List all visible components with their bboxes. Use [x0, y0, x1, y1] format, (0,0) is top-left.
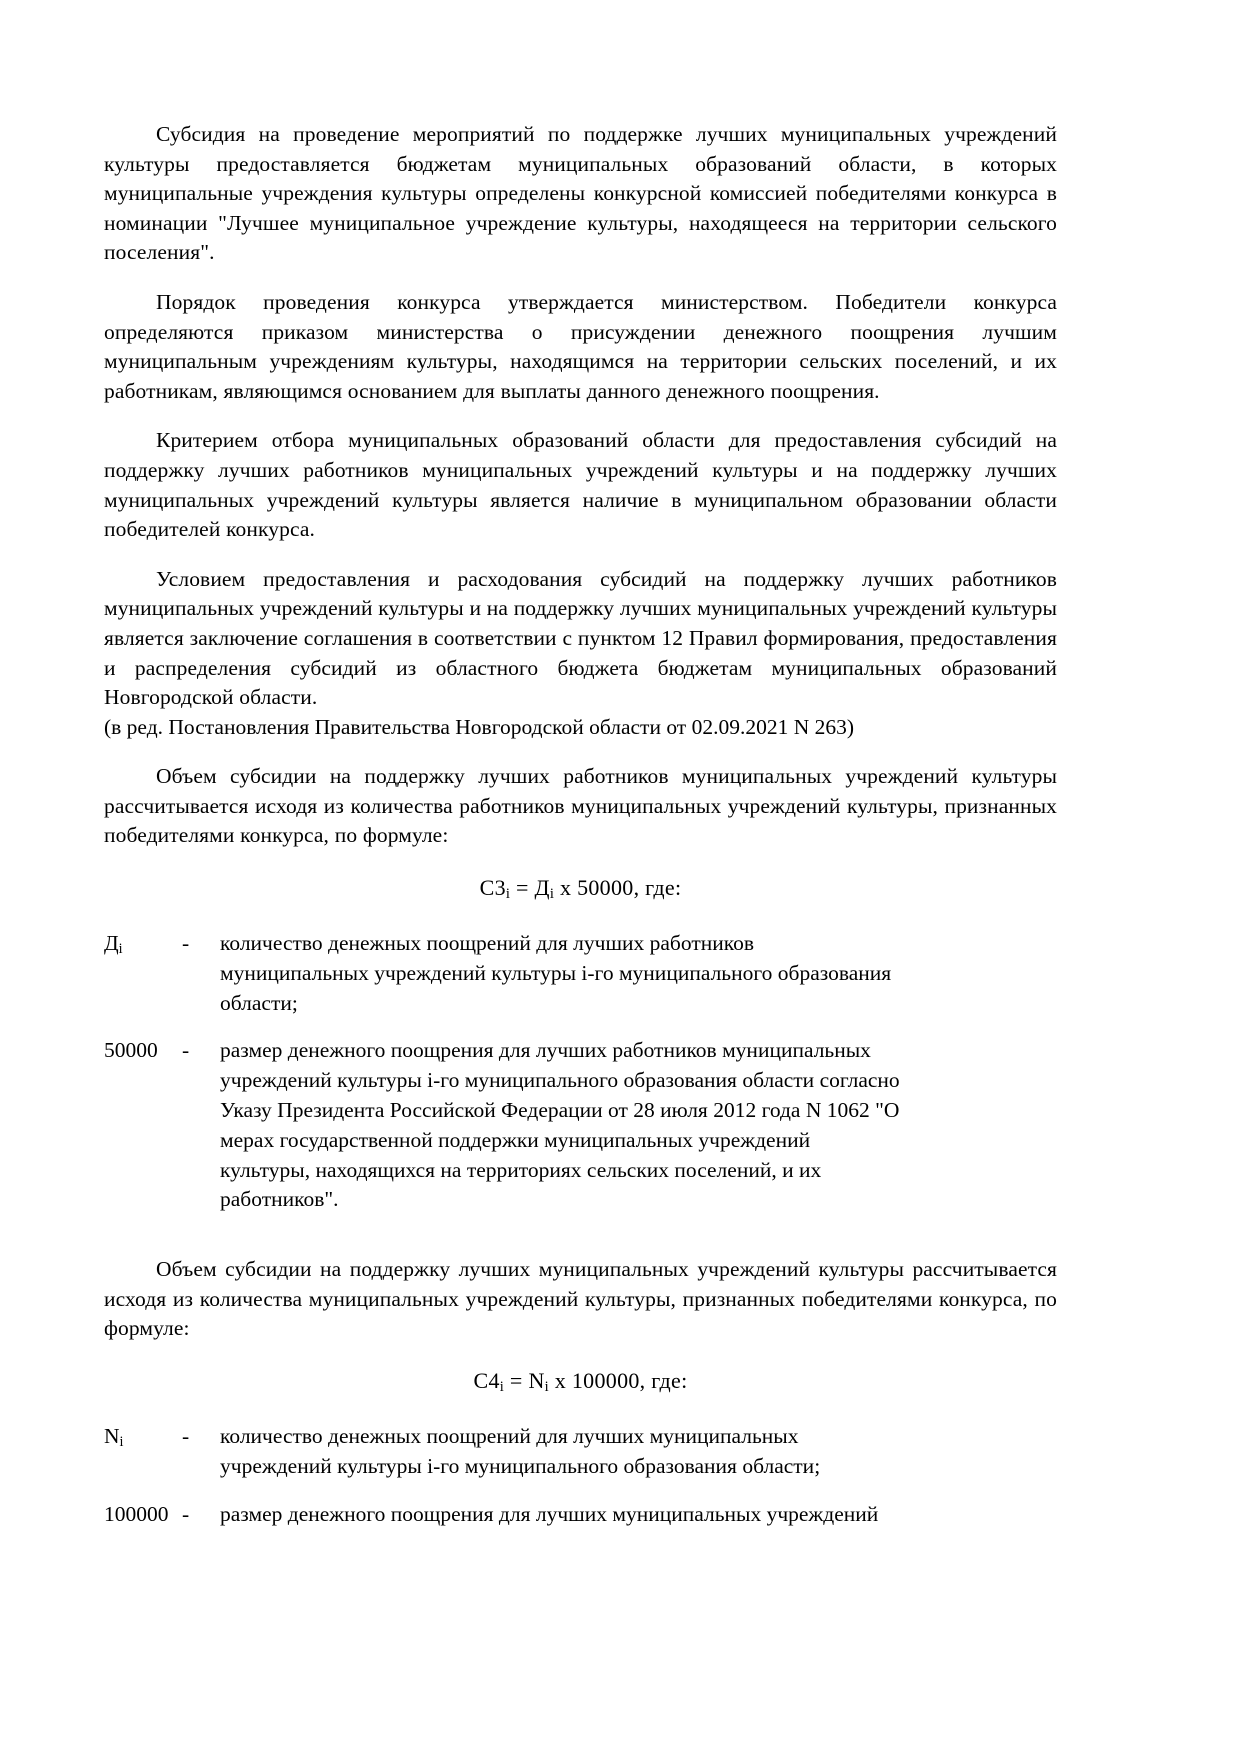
definition-line: области;	[220, 990, 298, 1015]
amendment-note: (в ред. Постановления Правительства Новгородской области от 02.09.2021 N 263)	[104, 714, 855, 739]
definition-line: размер денежного поощрения для лучших работников муниципальных	[220, 1038, 871, 1063]
definition-row-n-i	[104, 1422, 1057, 1482]
paragraph-subsidy-conditions: Условием предоставления и расходования субсидий на поддержку лучших работников муниципальных учреждений культуры и на поддержку лучших муниципальных учреждений культуры является заключение соглашения в соответствии с пунктом 12 Правил формирования, предоставления и распределения субсидий из областного бюджета бюджетам муниципальных образований Новгородской области.	[104, 566, 1057, 710]
paragraph-volume-institutions: Объем субсидии на поддержку лучших муниципальных учреждений культуры рассчитывается исходя из количества муниципальных учреждений культуры, признанных победителями конкурса, по формуле:	[104, 1257, 1057, 1341]
formula-s3	[104, 873, 1057, 903]
paragraph-volume-workers: Объем субсидии на поддержку лучших работников муниципальных учреждений культуры рассчитывается исходя из количества работников муниципальных учреждений культуры, признанных победителями конкурса, по формуле:	[104, 764, 1057, 848]
definition-row-50000	[104, 1036, 1057, 1215]
definition-row-d-i	[104, 929, 1057, 1018]
definition-term-d-i-sub: i	[118, 941, 123, 958]
definition-line: Указу Президента Российской Федерации от 28 июля 2012 года N 1062 "О	[220, 1098, 900, 1123]
definition-dash: -	[182, 1501, 190, 1526]
definition-list-second	[104, 1422, 1057, 1529]
formula-s4-lhs-base: С4	[473, 1368, 500, 1394]
definition-line: мерах государственной поддержки муниципальных учреждений	[220, 1127, 811, 1152]
formula-s3-var-base: Д	[534, 875, 550, 901]
paragraph-subsidy-purpose: Субсидия на проведение мероприятий по поддержке лучших муниципальных учреждений культуры предоставляется бюджетам муниципальных образований области, в которых муниципальные учреждения культуры определены конкурсной комиссией победителями конкурса в номинации "Лучшее муниципальное учреждение культуры, находящееся на территории сельского поселения".	[104, 122, 1057, 265]
definition-term-50000	[104, 1036, 182, 1066]
formula-s4-var-sub: i	[544, 1379, 549, 1396]
definition-line: количество денежных поощрений для лучших муниципальных	[220, 1424, 799, 1449]
definition-line: учреждений культуры i-го муниципального образования области согласно	[220, 1068, 900, 1093]
formula-s3-var-sub: i	[549, 886, 555, 903]
definition-dash: -	[182, 931, 190, 956]
formula-s4-rhs: x 100000, где:	[548, 1368, 688, 1394]
definition-line: муниципальных учреждений культуры i-го муниципального образования	[220, 960, 892, 985]
formula-s4-lhs-sub: i	[499, 1379, 505, 1396]
definition-term-d-i	[104, 929, 182, 959]
formula-s4-equals: =	[504, 1368, 529, 1394]
definition-term-100000	[104, 1500, 182, 1530]
paragraph-contest-procedure: Порядок проведения конкурса утверждается министерством. Победители конкурса определяются приказом министерства о присуждении денежного поощрения лучшим муниципальным учреждениям культуры, находящимся на территории сельских поселений, и их работникам, являющимся основанием для выплаты данного денежного поощрения.	[104, 289, 1057, 403]
formula-s4	[104, 1366, 1057, 1396]
definition-description-d-i	[220, 929, 1057, 1018]
definition-term-n-i-sub: i	[119, 1434, 124, 1451]
definition-term-n-i-base: N	[104, 1424, 120, 1449]
definition-dash: -	[182, 1038, 190, 1063]
section-spacer	[104, 1233, 1057, 1255]
definition-list-first	[104, 929, 1057, 1215]
formula-s3-rhs: x 50000, где:	[554, 875, 682, 901]
definition-dash: -	[182, 1424, 190, 1449]
definition-term-n-i	[104, 1422, 182, 1452]
definition-description-100000	[220, 1500, 1057, 1530]
formula-s4-var-base: N	[528, 1368, 545, 1394]
definition-term-50000-base: 50000	[104, 1038, 158, 1063]
definition-term-d-i-base: Д	[104, 931, 119, 956]
formula-s3-lhs-sub: i	[505, 886, 511, 903]
formula-s3-lhs-base: С3	[479, 875, 506, 901]
definition-description-50000	[220, 1036, 1057, 1215]
paragraph-selection-criteria: Критерием отбора муниципальных образований области для предоставления субсидий на поддержку лучших работников муниципальных учреждений культуры и на поддержку лучших муниципальных учреждений культуры является наличие в муниципальном образовании области победителей конкурса.	[104, 428, 1057, 542]
document-body	[104, 120, 1057, 1547]
definition-description-n-i	[220, 1422, 1057, 1482]
definition-line: работников".	[220, 1187, 339, 1212]
definition-line: количество денежных поощрений для лучших работников	[220, 931, 754, 956]
definition-term-100000-base: 100000	[104, 1501, 169, 1526]
definition-row-100000	[104, 1500, 1057, 1530]
definition-line: культуры, находящихся на территориях сельских поселений, и их	[220, 1157, 822, 1182]
formula-s3-equals: =	[510, 875, 535, 901]
definition-line: размер денежного поощрения для лучших муниципальных учреждений	[220, 1501, 879, 1526]
definition-line: учреждений культуры i-го муниципального образования области;	[220, 1453, 821, 1478]
